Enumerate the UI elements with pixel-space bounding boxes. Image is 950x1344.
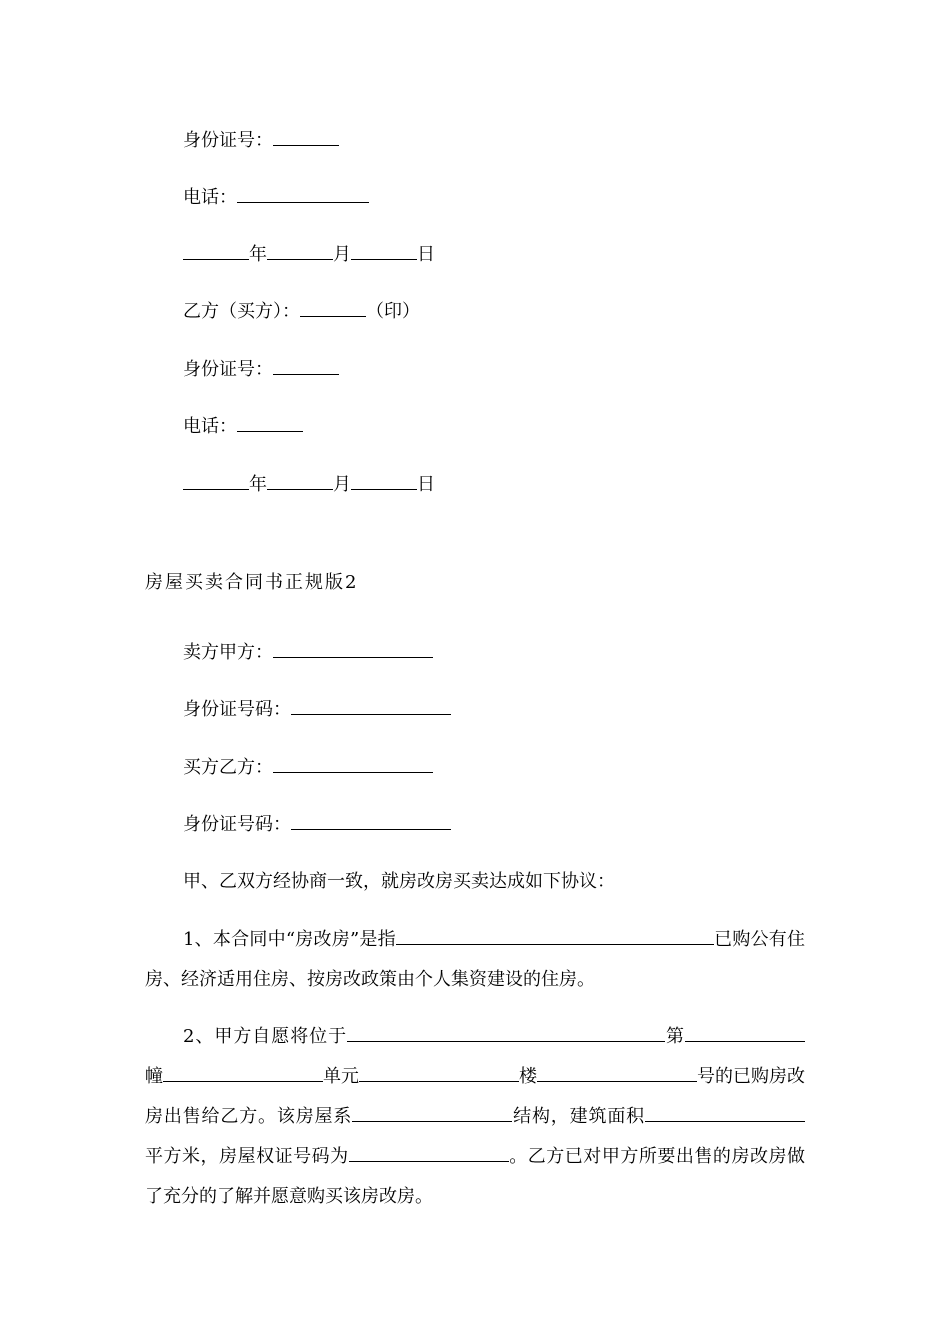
buyer-id-label: 身份证号码：: [183, 814, 291, 835]
clause2-text-e: 楼: [519, 1066, 537, 1087]
partyB-seal: （印）: [366, 301, 420, 322]
clause2-text-g: 结构，建筑面积: [512, 1106, 646, 1127]
partyA-day-label: 日: [417, 244, 435, 265]
clause-1: [145, 920, 805, 1000]
partyB-id-label: 身份证号：: [183, 359, 273, 380]
seller-id-label: 身份证号码：: [183, 699, 291, 720]
clause2-structure-blank: [352, 1105, 512, 1122]
partyA-year-label: 年: [249, 244, 267, 265]
partyB-line: [183, 300, 420, 324]
clause2-text-c: 幢: [145, 1066, 163, 1087]
clause1-blank: [396, 928, 714, 945]
seller-blank: [273, 641, 433, 658]
clause2-text-d: 单元: [323, 1066, 359, 1087]
partyA-date-line: [183, 243, 435, 267]
clause1-text-a: 1、本合同中“房改房”是指: [183, 929, 396, 950]
partyB-month-label: 月: [333, 474, 351, 495]
partyB-label: 乙方（买方）：: [183, 301, 300, 322]
partyA-phone-blank: [237, 186, 369, 203]
partyA-id-blank: [273, 129, 339, 146]
partyB-year-label: 年: [249, 474, 267, 495]
partyA-id-line: [183, 129, 339, 153]
partyB-year-blank: [183, 473, 249, 490]
partyB-name-blank: [300, 300, 366, 317]
buyer-id-line: [183, 813, 451, 837]
clause2-unit-blank: [163, 1065, 323, 1082]
buyer-line: [183, 756, 433, 780]
partyA-phone-label: 电话：: [183, 187, 237, 208]
partyB-date-line: [183, 473, 435, 497]
partyB-phone-line: [183, 415, 303, 439]
clause2-text-f: 号的已购房改房出售给乙方。该房屋系: [145, 1066, 805, 1127]
buyer-label: 买方乙方：: [183, 757, 273, 778]
clause2-number-blank: [537, 1065, 697, 1082]
buyer-id-blank: [291, 813, 451, 830]
partyB-id-line: [183, 358, 339, 382]
seller-id-line: [183, 698, 451, 722]
partyA-month-blank: [267, 243, 333, 260]
partyA-phone-line: [183, 186, 369, 210]
seller-line: [183, 641, 433, 665]
clause1-text-b: 已购公有住房、经济适用住房、按房改政策由个人集资建设的住房。: [145, 929, 806, 990]
partyB-id-blank: [273, 358, 339, 375]
partyB-phone-blank: [237, 415, 303, 432]
clause2-text-i: 。乙方已对甲方所要出售的房改房做了充分的了解并愿意购买该房改房。: [145, 1146, 805, 1207]
contract-title: 房屋买卖合同书正规版2: [145, 572, 359, 593]
partyA-id-label: 身份证号：: [183, 130, 273, 151]
seller-label: 卖方甲方：: [183, 642, 273, 663]
clause2-text-b: 第: [665, 1026, 686, 1047]
partyA-month-label: 月: [333, 244, 351, 265]
clause2-text-h: 平方米，房屋权证号码为: [145, 1146, 349, 1167]
clause2-floor-blank: [359, 1065, 519, 1082]
clause2-building-blank: [685, 1025, 805, 1042]
clause-2: [145, 1017, 805, 1217]
clause2-location-blank: [347, 1025, 665, 1042]
clause2-text-a: 2、甲方自愿将位于: [183, 1026, 348, 1047]
partyA-year-blank: [183, 243, 249, 260]
buyer-blank: [273, 756, 433, 773]
clause2-certificate-blank: [349, 1145, 509, 1162]
partyB-day-label: 日: [417, 474, 435, 495]
partyB-phone-label: 电话：: [183, 416, 237, 437]
clause2-area-blank: [645, 1105, 805, 1122]
partyB-day-blank: [351, 473, 417, 490]
intro-line: 甲、乙双方经协商一致，就房改房买卖达成如下协议：: [183, 871, 615, 892]
partyB-month-blank: [267, 473, 333, 490]
seller-id-blank: [291, 698, 451, 715]
partyA-day-blank: [351, 243, 417, 260]
